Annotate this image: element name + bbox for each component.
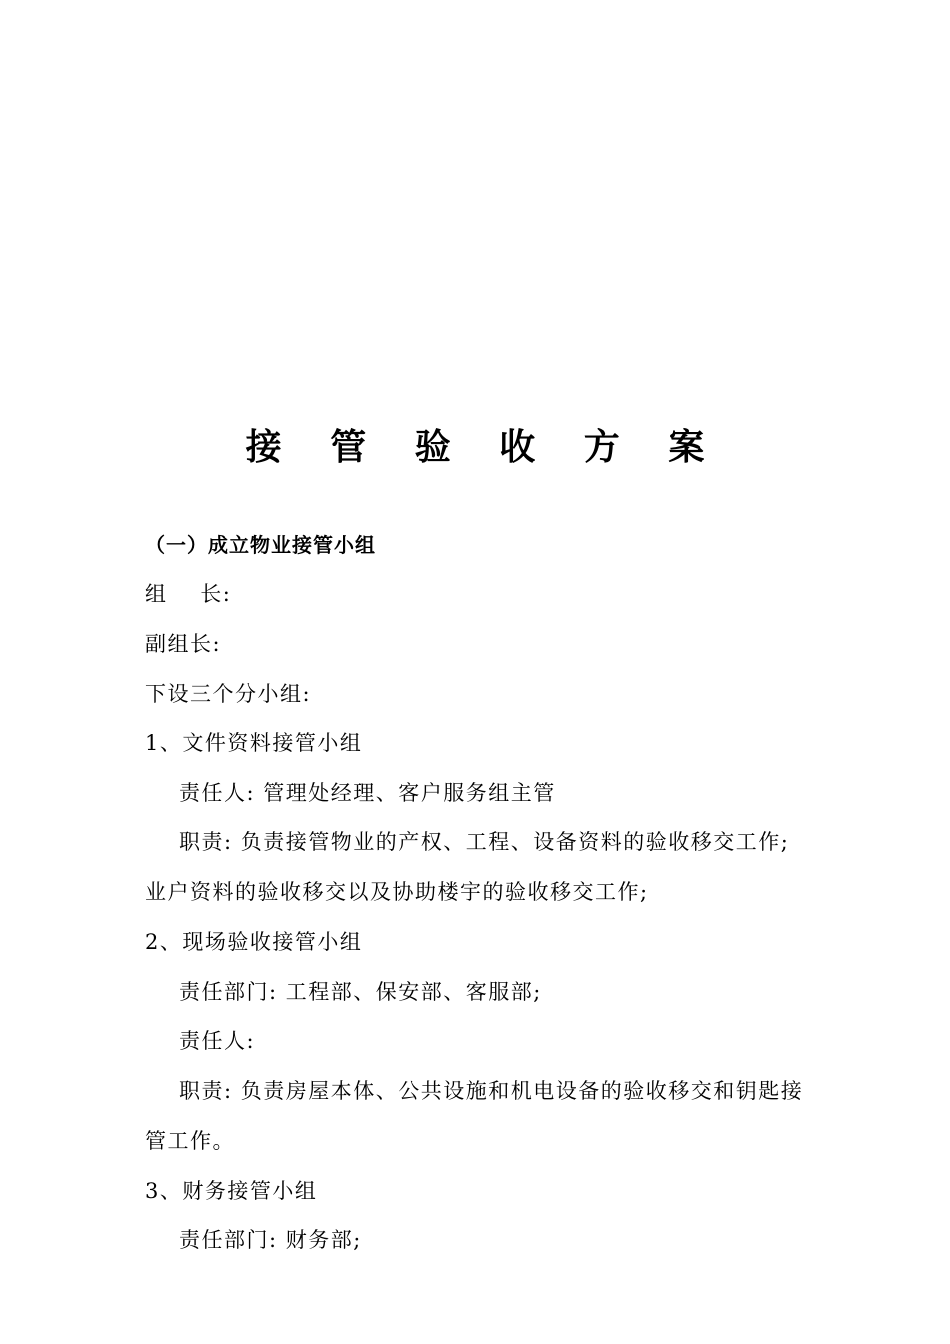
group1-duty-line2: 业户资料的验收移交以及协助楼宇的验收移交工作; [145,880,649,904]
group2-heading: 2、现场验收接管小组 [145,930,363,954]
group3-heading: 3、财务接管小组 [145,1179,318,1203]
group2-department: 责任部门: 工程部、保安部、客服部; [179,980,542,1004]
group2-duty-line2: 管工作。 [145,1129,235,1153]
group1-heading: 1、文件资料接管小组 [145,731,363,755]
group2-responsible: 责任人: [179,1029,256,1053]
section-heading: （一）成立物业接管小组 [145,533,376,557]
subgroups-intro: 下设三个分小组: [145,682,312,706]
document-title: 接 管 验 收 方 案 [245,426,723,468]
deputy-label: 副组长: [145,632,222,656]
group1-duty-line1: 职责: 负责接管物业的产权、工程、设备资料的验收移交工作; [179,830,790,854]
group2-duty-line1: 职责: 负责房屋本体、公共设施和机电设备的验收移交和钥匙接 [179,1079,804,1103]
leader-label: 组 长: [145,582,232,606]
group1-responsible: 责任人: 管理处经理、客户服务组主管 [179,781,556,805]
group3-department: 责任部门: 财务部; [179,1228,362,1252]
